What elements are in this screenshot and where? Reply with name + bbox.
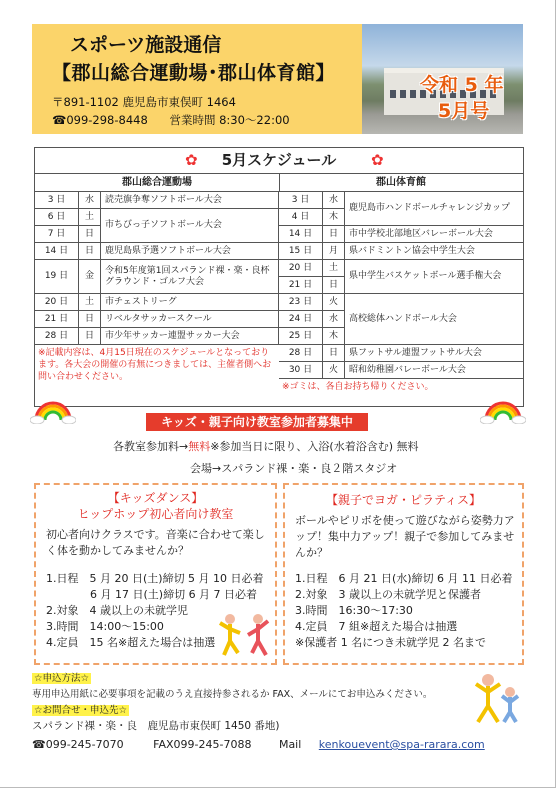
yoga-description: ボールやピリボを使って遊びながら姿勢力アップ！集中力アップ！親子で参加してみませんか？ [295, 514, 515, 559]
rainbow-icon [30, 400, 76, 424]
issue-year: 令和 5 年 [420, 74, 504, 96]
mail-label: Mail [278, 738, 302, 751]
yoga-date: 1.日程 6 月 21 日(水)締切 6 月 11 日必着 [295, 572, 513, 585]
facility-names: 【郡山総合運動場･郡山体育館】 [52, 62, 336, 84]
fee-note: ※参加当日に限り、入浴(水着浴含む) 無料 [210, 440, 419, 453]
contact-label [32, 702, 129, 716]
left-event-cell: 市ちびっ子ソフトボール大会 [101, 209, 279, 243]
issue-month: 5月号 [438, 100, 490, 122]
schedule-title-text: 5月スケジュール [221, 151, 337, 169]
right-day-cell: 28 日 [279, 345, 323, 362]
schedule-table [34, 147, 524, 407]
apply-method-text: 専用申込用紙に必要事項を記載のうえ直接持参されるか FAX、メールにてお申込みください。 [32, 689, 433, 700]
right-weekday-cell: 水 [323, 311, 345, 328]
contact-numbers [32, 738, 485, 751]
left-day-cell: 19 日 [35, 260, 79, 294]
left-day-cell: 6 日 [35, 209, 79, 226]
facility-contact [52, 112, 290, 128]
schedule-note: ※記載内容は、4月15日現在のスケジュールとなっております。各大会の開催の有無につきましては、主催者側へお問い合わせください。 [38, 348, 272, 382]
left-event-cell: 読売旗争奪ソフトボール大会 [101, 192, 279, 209]
contact-email-link[interactable]: kenkouevent@spa-rarara.com [318, 738, 485, 751]
contact-label-text: ☆お問合せ・申込先☆ [34, 705, 128, 716]
right-day-cell: 3 日 [279, 192, 323, 209]
left-event-cell: 令和5年度第1回スパランド裸・楽・良杯グラウンド・ゴルフ大会 [101, 260, 279, 294]
yoga-capacity: 4.定員 7 組※超えた場合は抽選 [295, 620, 458, 633]
facility-hours: 営業時間 8:30～22:00 [169, 113, 290, 127]
right-weekday-cell: 水 [323, 192, 345, 209]
apply-method-label [32, 670, 91, 684]
right-event-cell: 県中学生バスケットボール選手権大会 [345, 260, 523, 294]
apply-method-label-text: ☆申込方法☆ [34, 673, 90, 684]
kids-class-banner: キッズ・親子向け教室参加者募集中 [146, 413, 368, 431]
dance-description: 初心者向けクラスです。音楽に合わせて楽しく体を動かしてみませんか？ [46, 528, 265, 557]
dance-date-2: 6 月 17 日(土)締切 6 月 7 日必着 [46, 588, 258, 601]
left-venue-heading: 郡山総合運動場 [35, 174, 280, 192]
dance-heading: 【キッズダンス】 [107, 491, 204, 505]
right-day-cell: 20 日 [279, 260, 323, 277]
right-weekday-cell: 木 [323, 209, 345, 226]
right-day-cell: 4 日 [279, 209, 323, 226]
facility-address: 〒891-1102 鹿児島市東俣町 1464 [52, 95, 236, 109]
left-weekday-cell: 日 [79, 243, 101, 260]
left-day-cell: 28 日 [35, 328, 79, 345]
left-weekday-cell: 水 [79, 192, 101, 209]
flower-icon: ✿ [185, 151, 198, 169]
left-event-cell: 市少年サッカー連盟サッカー大会 [101, 328, 279, 345]
right-event-cell: 鹿児島市ハンドボールチャレンジカップ [345, 192, 523, 226]
facility-tel: ☎099-298-8448 [52, 113, 148, 127]
garbage-note: ※ゴミは、各自お持ち帰りください。 [282, 382, 434, 392]
right-weekday-cell: 日 [323, 345, 345, 362]
contact-tel: ☎099-245-7070 [32, 738, 124, 751]
left-weekday-cell: 日 [79, 311, 101, 328]
right-day-cell: 14 日 [279, 226, 323, 243]
schedule-title [35, 148, 523, 174]
right-event-cell: 昭和幼稚園バレーボール大会 [345, 362, 523, 379]
left-weekday-cell: 金 [79, 260, 101, 294]
dance-time: 3.時間 14:00～15:00 [46, 620, 164, 633]
left-weekday-cell: 土 [79, 294, 101, 311]
left-event-cell: 鹿児島県予選ソフトボール大会 [101, 243, 279, 260]
left-weekday-cell: 日 [79, 226, 101, 243]
right-event-cell: 県バドミントン協会中学生大会 [345, 243, 523, 260]
contact-fax: FAX099-245-7088 [153, 738, 252, 751]
dance-capacity: 4.定員 15 名※超えた場合は抽選 [46, 636, 216, 649]
yoga-details [295, 571, 513, 651]
left-day-cell: 21 日 [35, 311, 79, 328]
right-day-cell: 21 日 [279, 277, 323, 294]
right-day-cell: 25 日 [279, 328, 323, 345]
right-weekday-cell: 火 [323, 362, 345, 379]
right-event-cell: 高校総体ハンドボール大会 [345, 294, 523, 345]
yoga-heading: 【親子でヨガ・ピラティス】 [325, 493, 482, 507]
right-weekday-cell: 木 [323, 328, 345, 345]
right-weekday-cell: 日 [323, 277, 345, 294]
right-weekday-cell: 日 [323, 226, 345, 243]
right-day-cell: 30 日 [279, 362, 323, 379]
right-weekday-cell: 土 [323, 260, 345, 277]
right-day-cell: 15 日 [279, 243, 323, 260]
right-event-cell: 県フットサル連盟フットサル大会 [345, 345, 523, 362]
left-event-cell: 市チェストリーグ [101, 294, 279, 311]
yoga-family-icon [470, 670, 524, 726]
left-day-cell: 14 日 [35, 243, 79, 260]
left-day-cell: 7 日 [35, 226, 79, 243]
yoga-time: 3.時間 16:30～17:30 [295, 604, 413, 617]
dance-subheading: ヒップホップ初心者向け教室 [77, 507, 234, 521]
right-event-cell: 市中学校北部地区バレーボール大会 [345, 226, 523, 243]
yoga-target: 2.対象 3 歳以上の未就学児と保護者 [295, 588, 481, 601]
kids-dance-box [34, 483, 277, 665]
participation-fee [113, 438, 419, 454]
left-weekday-cell: 日 [79, 328, 101, 345]
right-weekday-cell: 火 [323, 294, 345, 311]
newsletter-title: スポーツ施設通信 [70, 34, 222, 56]
dance-target: 2.対象 4 歳以上の未就学児 [46, 604, 188, 617]
contact-place: スパランド裸・楽・良 鹿児島市東俣町 1450 番地) [32, 720, 280, 732]
rainbow-icon [480, 400, 526, 424]
fee-prefix: 各教室参加料→ [113, 440, 189, 453]
dance-date: 1.日程 5 月 20 日(土)締切 5 月 10 日必着 [46, 572, 264, 585]
left-event-cell: リベルタサッカースクール [101, 311, 279, 328]
header-banner [32, 24, 523, 134]
left-day-cell: 3 日 [35, 192, 79, 209]
left-weekday-cell: 土 [79, 209, 101, 226]
yoga-guardian-note: ※保護者 1 名につき未就学児 2 名まで [295, 636, 486, 649]
right-weekday-cell: 月 [323, 243, 345, 260]
left-day-cell: 20 日 [35, 294, 79, 311]
class-venue: 会場→スパランド裸・楽・良２階スタジオ [190, 462, 398, 475]
flower-icon: ✿ [371, 151, 384, 169]
fee-free: 無料 [188, 440, 211, 453]
yoga-box [283, 483, 524, 665]
right-venue-heading: 郡山体育館 [279, 174, 523, 192]
dancing-kids-icon [216, 611, 274, 661]
right-day-cell: 23 日 [279, 294, 323, 311]
right-day-cell: 24 日 [279, 311, 323, 328]
